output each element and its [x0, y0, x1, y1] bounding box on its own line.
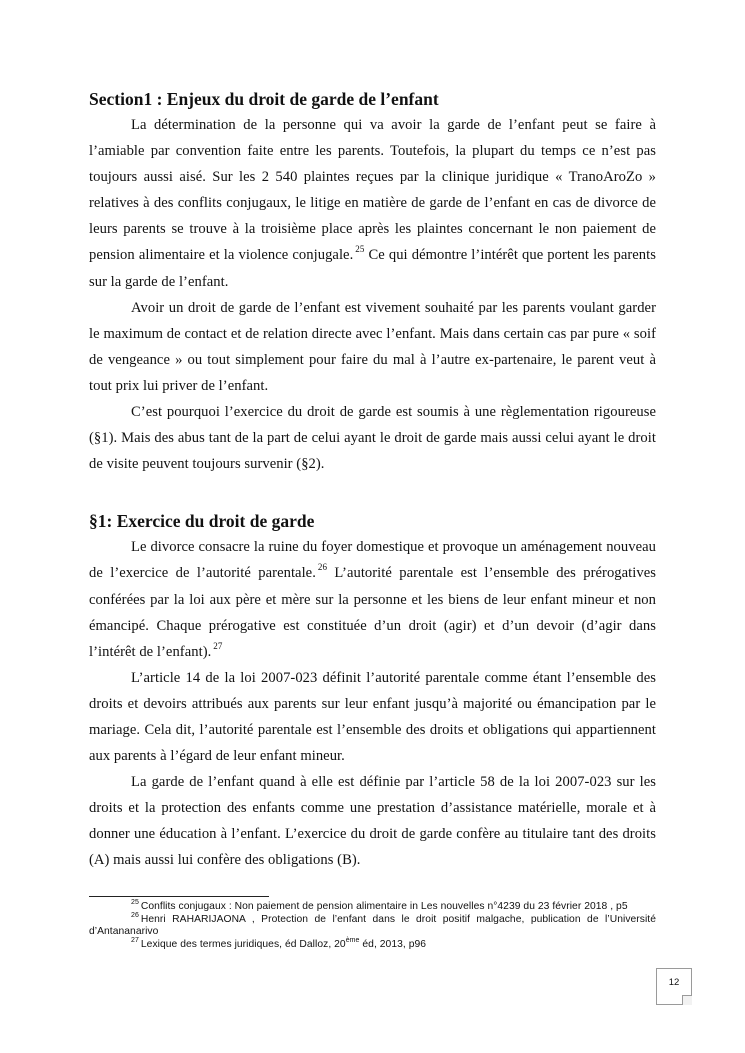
footnote: $^{27}$ Lexique des termes juridiques, éd Dalloz, 20ème éd, 2013, p96: [131, 936, 427, 950]
footnote-ref-27: 27: [213, 640, 223, 651]
footnotes: [89, 896, 656, 951]
page-number: 12: [668, 977, 680, 988]
footnote: $^{25}$ Conflits conjugaux : Non paiement de pension alimentaire in Les nouvelles n°4239 du 23 février 2018 , p5: [131, 899, 628, 912]
page-body: [89, 86, 656, 874]
subsection-title: §1: Exercice du droit de garde: [89, 511, 315, 532]
paragraph: La détermination de la personne qui va avoir la garde de l’enfant peut se faire à l’amiable par convention faite entre les parents. Toutefois, la plupart du temps ce n’est pas toujours aussi aisé. Sur les 2 540 plaintes reçues par la clinique juridique « TranoAroZo » relatives à des conflits conjugaux, le litige en matière de garde de l’enfant en cas de divorce de leurs parents se trouve à la troisième place après les plaintes concernant le non paiement de pension alimentaire et la violence conjugale. $^{25}$ Ce qui démontre l’intérêt que portent les parents sur la garde de l’enfant.: [89, 117, 656, 290]
page-number-box: [656, 968, 692, 1005]
paragraph: Le divorce consacre la ruine du foyer domestique et provoque un aménagement nouveau de l’exercice de l’autorité parentale. $^{26}$ L’autorité parentale est l’ensemble des prérogatives conférées par la loi aux père et mère sur la personne et les biens de leur enfant mineur et non émancipé. Chaque prérogative est constituée d’un droit (agir) et d’un devoir (d’agir dans l’intérêt de l’enfant). $^{27}$: [89, 539, 656, 660]
page-fold-corner: [682, 995, 692, 1005]
section-title: Section1 : Enjeux du droit de garde de l’enfant: [89, 89, 439, 109]
footnote-ref-25: 25: [355, 244, 365, 255]
footnote: $^{26}$ Henri RAHARIJAONA , Protection de l’enfant dans le droit positif malgache, publication de l’Université d’Antananarivo: [89, 911, 656, 938]
footnote-ref-26: 26: [317, 562, 328, 573]
paragraph: La garde de l’enfant quand à elle est définie par l’article 58 de la loi 2007-023 sur les droits et la protection des enfants comme une prestation d’assistance matérielle, morale et à donner une éducation à l’enfant. L’exercice du droit de garde confère au titulaire tant des droits (A) mais aussi lui confère des obligations (B).: [89, 774, 656, 869]
paragraph: Avoir un droit de garde de l’enfant est vivement souhaité par les parents voulant garder le maximum de contact et de relation directe avec l’enfant. Mais dans certain cas par pure « soif de vengeance » ou tout simplement pour faire du mal à l’autre ex-partenaire, le parent veut à tout prix lui priver de l’enfant.: [89, 299, 656, 394]
paragraph: C’est pourquoi l’exercice du droit de garde est soumis à une règlementation rigoureuse (§1). Mais des abus tant de la part de celui ayant le droit de garde mais aussi celui ayant le droit de visite peuvent toujours survenir (§2).: [89, 404, 656, 473]
footnote-separator: [89, 896, 269, 897]
paragraph: L’article 14 de la loi 2007-023 définit l’autorité parentale comme étant l’ensemble des droits et devoirs attribués aux parents sur leur enfant jusqu’à majorité ou émancipation par le mariage. Cela dit, l’autorité parentale est l’ensemble des droits et obligations qui appartiennent aux parents à l’égard de leur enfant mineur.: [89, 669, 656, 765]
